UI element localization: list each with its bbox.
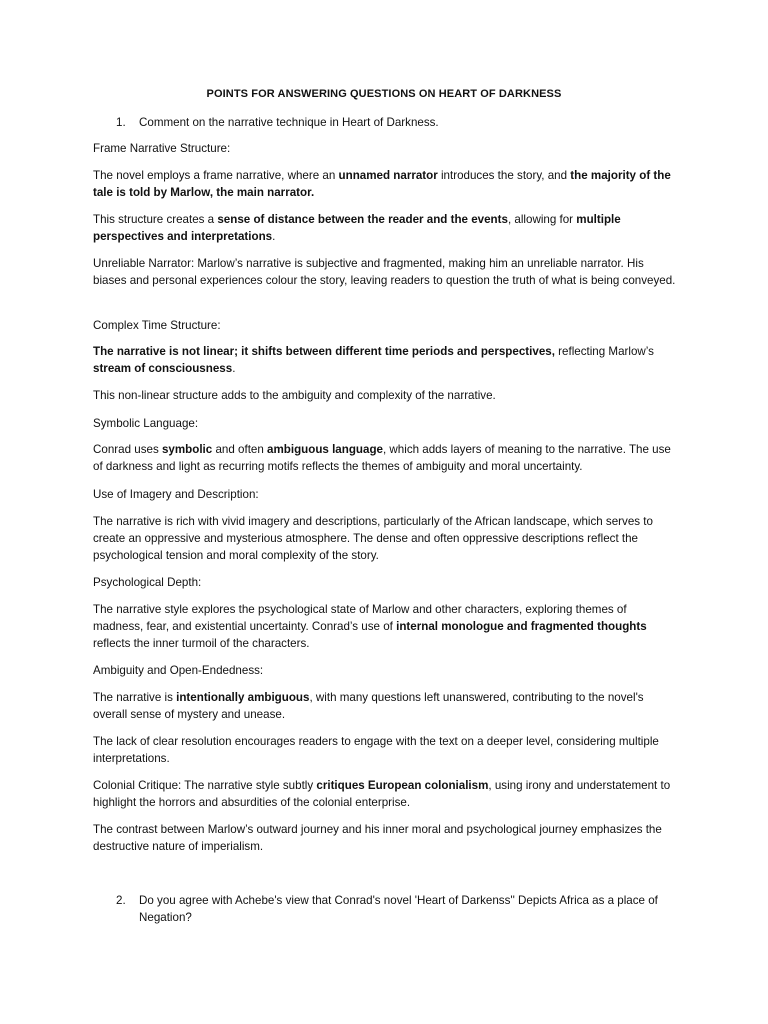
colonial-contrast-paragraph: The contrast between Marlow’s outward journey and his inner moral and psychological journey emphasizes the destructive nature of imperialism. xyxy=(93,823,662,853)
colonial-critique-paragraph: Colonial Critique: The narrative style subtly critiques European colonialism, using irony and understatement to highlight the horrors and absurdities of the colonial enterprise. xyxy=(93,779,671,809)
frame-narrative-heading: Frame Narrative Structure: xyxy=(93,142,231,155)
frame-narrative-paragraph-2: This structure creates a sense of distance between the reader and the events, allowing for multiple perspectives and interpretations. xyxy=(93,213,621,243)
ambiguity-paragraph-1: The narrative is intentionally ambiguous, with many questions left unanswered, contributing to the novel's overall sense of mystery and unease. xyxy=(93,691,644,721)
question-1-text: Comment on the narrative technique in Heart of Darkness. xyxy=(139,116,439,129)
unreliable-narrator-paragraph: Unreliable Narrator: Marlow’s narrative is subjective and fragmented, making him an unreliable narrator. His biases and personal experiences colour the story, leaving readers to question the truth of what is being conveyed. xyxy=(93,257,676,287)
psychological-depth-paragraph: The narrative style explores the psychological state of Marlow and other characters, exploring themes of madness, fear, and existential uncertainty. Conrad’s use of internal monologue and fragmented thoughts reflects the inner turmoil of the characters. xyxy=(93,603,647,650)
ambiguity-heading: Ambiguity and Open-Endedness: xyxy=(93,664,264,677)
complex-time-paragraph-1: The narrative is not linear; it shifts between different time periods and perspectives, reflecting Marlow’s stream of consciousness. xyxy=(93,345,654,375)
symbolic-language-paragraph: Conrad uses symbolic and often ambiguous language, which adds layers of meaning to the narrative. The use of darkness and light as recurring motifs reflects the themes of ambiguity and moral uncertainty. xyxy=(93,443,671,473)
question-2-number: 2. xyxy=(116,894,126,907)
psychological-depth-heading: Psychological Depth: xyxy=(93,576,202,589)
question-1-number: 1. xyxy=(116,116,126,129)
complex-time-heading: Complex Time Structure: xyxy=(93,319,221,332)
imagery-paragraph: The narrative is rich with vivid imagery and descriptions, particularly of the African landscape, which serves to create an oppressive and mysterious atmosphere. The dense and often oppressive descriptions reflect the psychological tension and moral complexity of the story. xyxy=(93,515,653,562)
question-2-text: Do you agree with Achebe's view that Conrad's novel 'Heart of Darkenss'' Depicts Africa as a place of Negation? xyxy=(139,894,658,924)
complex-time-paragraph-2: This non-linear structure adds to the ambiguity and complexity of the narrative. xyxy=(93,389,496,402)
symbolic-language-heading: Symbolic Language: xyxy=(93,417,199,430)
page-title: POINTS FOR ANSWERING QUESTIONS ON HEART OF DARKNESS xyxy=(206,88,562,100)
frame-narrative-paragraph-1: The novel employs a frame narrative, where an unnamed narrator introduces the story, and the majority of the tale is told by Marlow, the main narrator. xyxy=(93,169,671,199)
imagery-heading: Use of Imagery and Description: xyxy=(93,488,259,501)
ambiguity-paragraph-2: The lack of clear resolution encourages readers to engage with the text on a deeper level, considering multiple interpretations. xyxy=(93,735,659,765)
